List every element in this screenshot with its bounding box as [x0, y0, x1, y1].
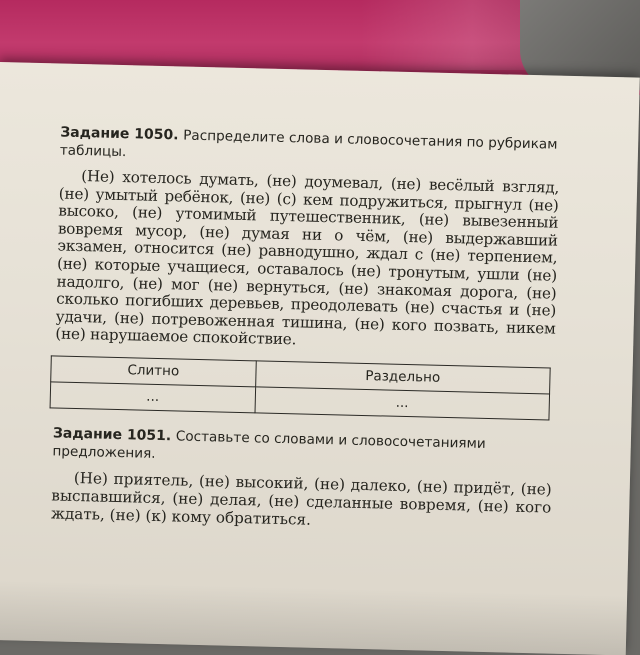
- header-together: Слитно: [51, 356, 256, 387]
- task-1051-text: (Не) приятель, (не) высокий, (не) далеко, (не) придёт, (не) выспавшийся, (не) делая, (не) сделанные вовремя, (не) кого ждать, (не) (к) кому обратиться.: [50, 468, 552, 529]
- task-1051-number: Задание 1051.: [52, 425, 172, 445]
- task-1050-text: (Не) хотелось думать, (не) доумевал, (не) весёлый взгляд, (не) умытый ребёнок, (не) (с) кем подружиться, прыгнул (не) высоко, (не) утомимый путешественник, (не) вывезенный вовремя мусор, (не) думая ни о чём, (не) выдержавший экзамен, относится (не) равнодушно, ждал с (не) терпением, (не) которые учащиеся, оставалось (не) тронутым, ушли (не) надолго, (не) мог (не) вернуться, (не) знакомая дорога, (не) сколько погибших деревьев, преодолевать (не) счастья и (не) удачи, (не) потревоженная тишина, (не) кого позвать, никем (не) нарушаемое спокойствие.: [55, 167, 560, 349]
- answer-table: [50, 355, 551, 420]
- cell-together: ...: [50, 382, 255, 413]
- cell-separately: ...: [255, 387, 550, 420]
- task-1051-instruction: Составьте со словами и словосочетаниями предложения.: [52, 428, 486, 462]
- page-bottom-shadow: [0, 580, 627, 655]
- task-1050-heading: [60, 123, 561, 171]
- task-1050-number: Задание 1050.: [60, 124, 179, 144]
- task-1050-instruction: Распределите слова и словосочетания по рубрикам таблицы.: [59, 127, 558, 161]
- task-1051-heading: [52, 424, 553, 472]
- header-separately: Раздельно: [255, 361, 550, 394]
- page-content: [51, 123, 561, 534]
- book-page: [0, 62, 640, 655]
